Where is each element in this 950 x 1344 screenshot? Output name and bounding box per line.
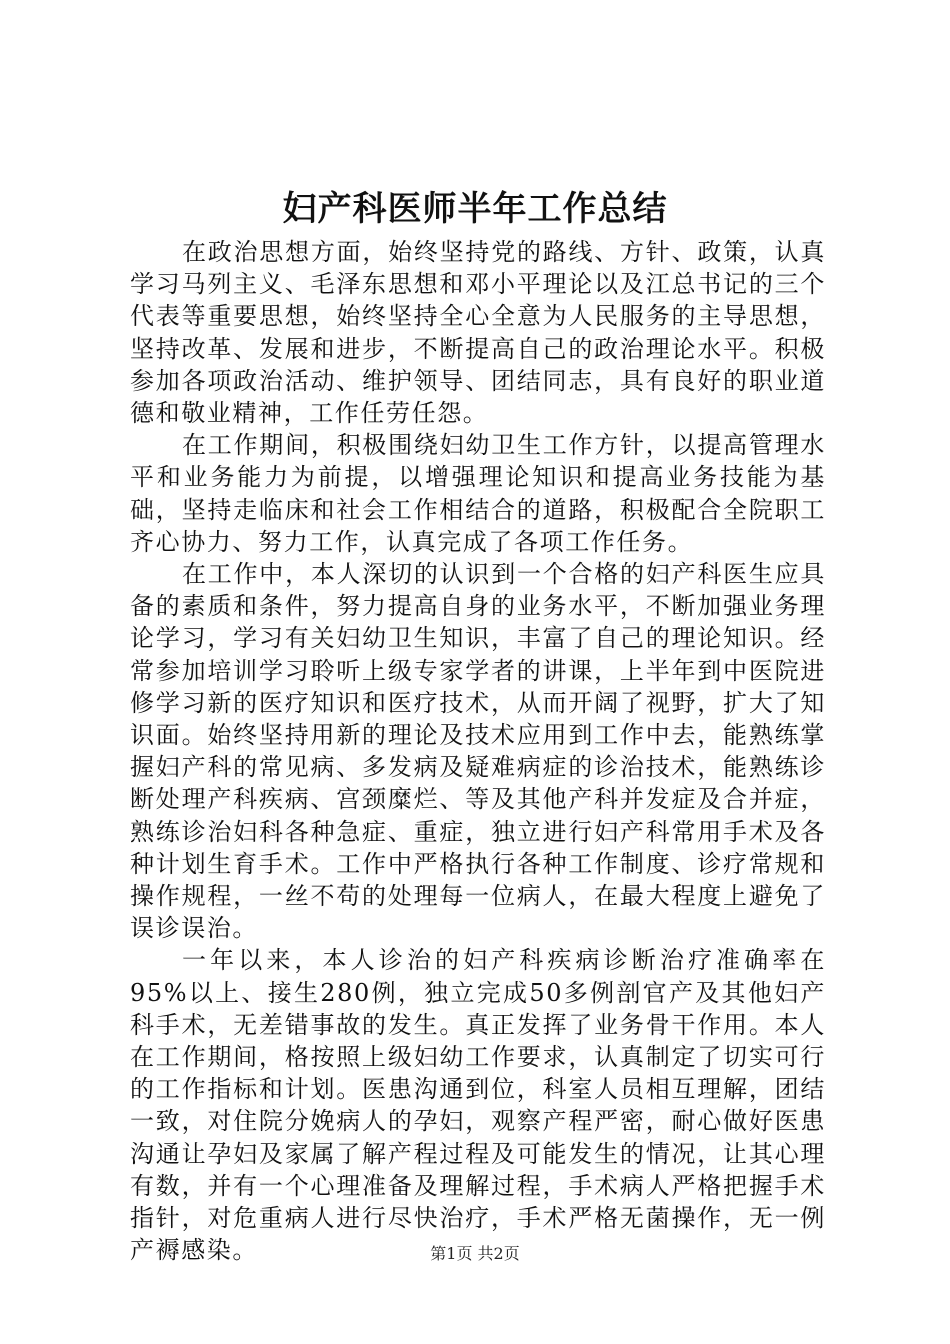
- page-footer: [0, 1242, 950, 1266]
- document-body: [130, 236, 826, 1267]
- paragraph-professional-study: 在工作中，本人深切的认识到一个合格的妇产科医生应具备的素质和条件，努力提高自身的业务水平，不断加强业务理论学习，学习有关妇幼卫生知识，丰富了自己的理论知识。经常参加培训学习聆听上级专家学者的讲课，上半年到中医院进修学习新的医疗知识和医疗技术，从而开阔了视野，扩大了知识面。始终坚持用新的理论及技术应用到工作中去，能熟练掌握妇产科的常见病、多发病及疑难病症的诊治技术，能熟练诊断处理产科疾病、宫颈糜烂、等及其他产科并发症及合并症，熟练诊治妇科各种急症、重症，独立进行妇产科常用手术及各种计划生育手术。工作中严格执行各种工作制度、诊疗常规和操作规程，一丝不苟的处理每一位病人，在最大程度上避免了误诊误治。: [130, 560, 826, 943]
- paragraph-annual-results: 一年以来，本人诊治的妇产科疾病诊断治疗准确率在95%以上、接生280例，独立完成50多例剖官产及其他妇产科手术，无差错事故的发生。真正发挥了业务骨干作用。本人在工作期间，格按照上级妇幼工作要求，认真制定了切实可行的工作指标和计划。医患沟通到位，科室人员相互理解，团结一致，对住院分娩病人的孕妇，观察产程严密，耐心做好医患沟通让孕妇及家属了解产程过程及可能发生的情况，让其心理有数，并有一个心理准备及理解过程，手术病人严格把握手术指针，对危重病人进行尽快治疗，手术严格无菌操作，无一例产褥感染。: [130, 946, 826, 1265]
- document-title: 妇产科医师半年工作总结: [282, 189, 668, 229]
- paragraph-political-thought: 在政治思想方面，始终坚持党的路线、方针、政策，认真学习马列主义、毛泽东思想和邓小平理论以及江总书记的三个代表等重要思想，始终坚持全心全意为人民服务的主导思想，坚持改革、发展和进步，不断提高自己的政治理论水平。积极参加各项政治活动、维护领导、团结同志，具有良好的职业道德和敬业精神，工作任劳任怨。: [130, 238, 826, 428]
- paragraph-work-period: 在工作期间，积极围绕妇幼卫生工作方针，以提高管理水平和业务能力为前提，以增强理论知识和提高业务技能为基础，坚持走临床和社会工作相结合的道路，积极配合全院职工齐心协力、努力工作，认真完成了各项工作任务。: [130, 431, 826, 556]
- page-number-indicator: 第1页 共2页: [430, 1244, 520, 1263]
